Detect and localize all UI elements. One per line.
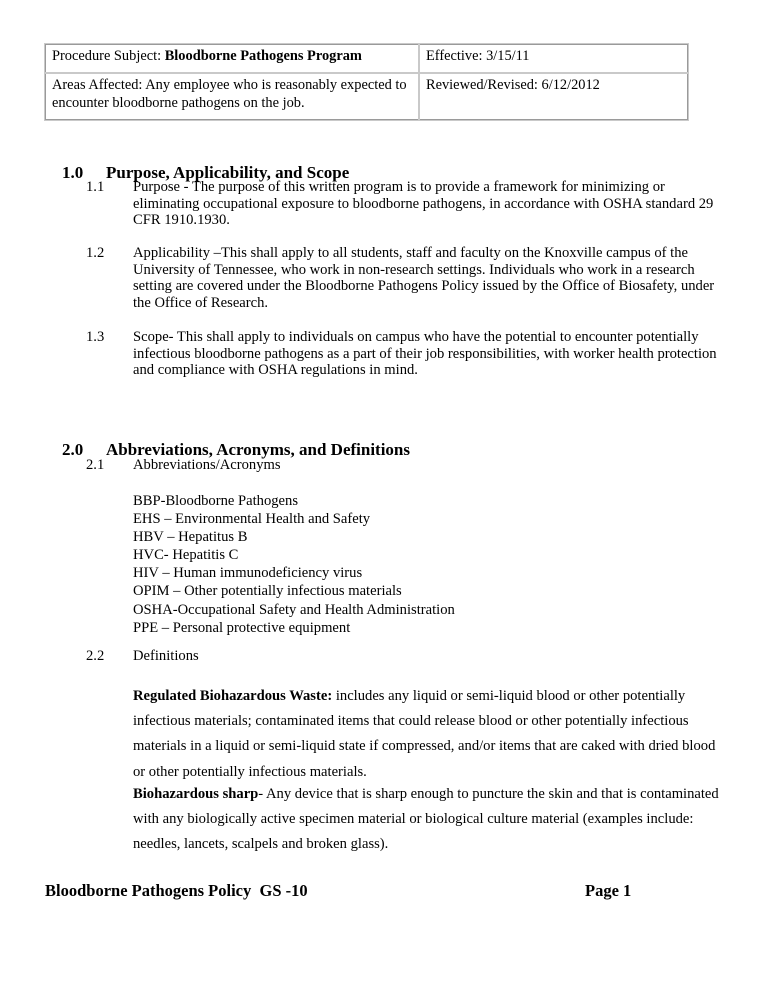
clause-text-1-1: Purpose - The purpose of this written program is to provide a framework for minimizing or eliminating occupational exposure to bloodborne pathogens, in accordance with OSHA standard 29 CFR 1910.1930.	[133, 179, 714, 229]
definition-body: includes any liquid or semi-liquid blood or other potentially infectious materials; contaminated items that could release blood or other potentially infectious materials in a liquid or semi-liquid state if compressed, and/or items that are caked with dried blood or other potentially infectious materials.	[133, 688, 716, 780]
definition-biohazardous-sharp	[133, 782, 720, 858]
definition-term: Biohazardous sharp	[133, 786, 259, 802]
procedure-subject-value: Bloodborne Pathogens Program	[164, 48, 362, 64]
list-item: BBP-Bloodborne Pathogens	[133, 493, 298, 509]
list-item: PPE – Personal protective equipment	[133, 619, 351, 636]
definition-body: - Any device that is sharp enough to puncture the skin and that is contaminated with any biologically active specimen material or biological culture material (examples include: needles, lancets, scalpels and broken glass).	[133, 786, 719, 853]
clause-text-2-2: Definitions	[133, 648, 199, 664]
footer-policy-title: Bloodborne Pathogens Policy GS -10	[45, 881, 308, 900]
clause-1-1	[86, 179, 720, 229]
list-item: HIV – Human immunodeficiency virus	[133, 565, 363, 582]
table-row	[45, 73, 688, 120]
section-title-1: Purpose, Applicability, and Scope	[106, 163, 350, 182]
clause-2-1	[86, 457, 720, 474]
list-item: HBV – Hepatitus B	[133, 529, 248, 546]
abbreviations-list	[133, 492, 455, 637]
section-title-2: Abbreviations, Acronyms, and Definitions	[106, 440, 410, 459]
list-item: EHS – Environmental Health and Safety	[133, 511, 371, 528]
clause-1-2	[86, 245, 720, 311]
list-item: HVC- Hepatitis C	[133, 547, 239, 564]
clause-text-1-2: Applicability –This shall apply to all students, staff and faculty on the Knoxville campus of the University of Tennessee, who work in non-research settings. Individuals who work in a research setting are covered under the Bloodborne Pathogens Policy issued by the Office of Biosafety, under the Office of Research.	[133, 245, 715, 311]
clause-number-2-1: 2.1	[86, 457, 105, 473]
clause-number-1-3: 1.3	[86, 329, 105, 345]
list-item: OSHA-Occupational Safety and Health Administration	[133, 601, 455, 618]
areas-affected-cell: Areas Affected: Any employee who is reasonably expected to encounter bloodborne pathogens on the job.	[45, 73, 419, 120]
clause-2-2	[86, 648, 720, 665]
clause-text-2-1: Abbreviations/Acronyms	[133, 457, 281, 473]
effective-date-cell: Effective: 3/15/11	[419, 44, 688, 73]
clause-number-1-1: 1.1	[86, 179, 105, 195]
definition-regulated-biohazardous-waste	[133, 684, 720, 785]
definition-term: Regulated Biohazardous Waste:	[133, 688, 333, 704]
document-header-table	[45, 44, 688, 120]
clause-text-1-3: Scope- This shall apply to individuals on campus who have the potential to encounter potentially infectious bloodborne pathogens as a part of their job responsibilities, with worker health protection and compliance with OSHA regulations in mind.	[133, 329, 717, 379]
list-item: OPIM – Other potentially infectious materials	[133, 583, 402, 600]
reviewed-revised-cell: Reviewed/Revised: 6/12/2012	[419, 73, 688, 120]
footer-page-number: Page 1	[585, 881, 632, 900]
clause-number-2-2: 2.2	[86, 648, 105, 664]
table-row	[45, 44, 688, 73]
procedure-subject-label: Procedure Subject:	[52, 48, 165, 64]
section-number-2: 2.0	[62, 440, 84, 459]
procedure-subject-cell	[45, 44, 419, 73]
clause-number-1-2: 1.2	[86, 245, 105, 261]
clause-1-3	[86, 329, 720, 379]
section-number-1: 1.0	[62, 163, 84, 182]
